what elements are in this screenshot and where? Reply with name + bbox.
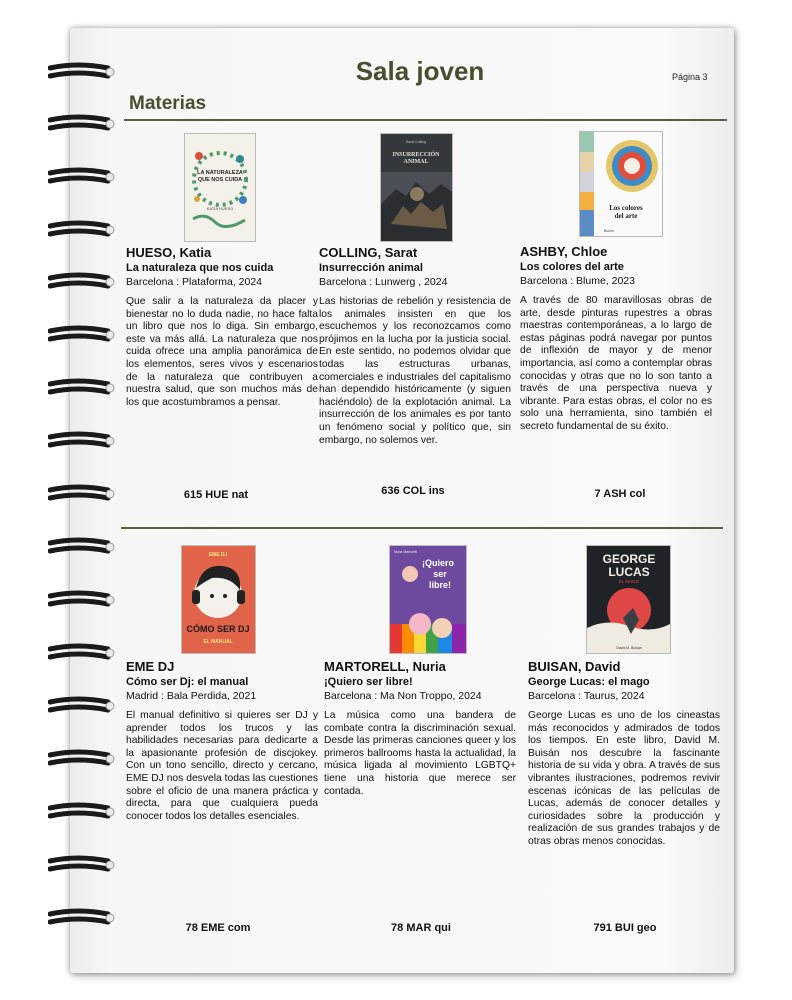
- svg-text:LUCAS: LUCAS: [608, 565, 650, 579]
- spiral-ring: [48, 853, 116, 877]
- spiral-ring: [48, 429, 116, 453]
- svg-text:INSURRECCIÓN: INSURRECCIÓN: [392, 152, 440, 158]
- spiral-ring: [48, 588, 116, 612]
- book-cover: [184, 133, 256, 242]
- book-cover: [181, 545, 256, 654]
- svg-text:ANIMAL: ANIMAL: [403, 159, 429, 165]
- spiral-ring: [48, 323, 116, 347]
- svg-text:QUE NOS CUIDA: QUE NOS CUIDA: [197, 177, 243, 183]
- book-cover: [579, 131, 663, 237]
- spiral-ring: [48, 641, 116, 665]
- svg-text:del arte: del arte: [614, 212, 638, 220]
- book-author: COLLING, Sarat: [319, 245, 418, 260]
- svg-text:Los colores: Los colores: [609, 204, 643, 212]
- spiral-ring: [48, 165, 116, 189]
- call-number: 7 ASH col: [594, 488, 646, 500]
- call-number: 78 MAR qui: [391, 922, 451, 934]
- book-author: HUESO, Katia: [126, 245, 212, 260]
- book-author: BUISAN, David: [528, 659, 621, 674]
- section-heading: Materias: [129, 93, 207, 114]
- spiral-ring: [48, 535, 116, 559]
- book-title: George Lucas: el mago: [528, 676, 650, 688]
- book-author: EME DJ: [126, 659, 175, 674]
- cover-title: LA NATURALEZA: [197, 170, 243, 176]
- book-entry: [520, 131, 710, 511]
- book-cover: [380, 133, 453, 242]
- book-title: Cómo ser Dj: el manual: [126, 676, 249, 688]
- book-publisher: Madrid : Bala Perdida, 2021: [126, 690, 257, 702]
- svg-text:EME DJ: EME DJ: [208, 552, 228, 558]
- book-author: ASHBY, Chloe: [520, 244, 608, 259]
- book-title: Los colores del arte: [520, 261, 624, 273]
- svg-text:EL MAGO: EL MAGO: [618, 579, 640, 584]
- spiral-ring: [48, 376, 116, 400]
- svg-text:David M. Buisán: David M. Buisán: [616, 646, 642, 650]
- book-cover: [586, 545, 671, 654]
- svg-text:EL MANUAL: EL MANUAL: [203, 639, 233, 645]
- svg-text:GEORGE: GEORGE: [602, 552, 656, 566]
- book-publisher: Barcelona : Taurus, 2024: [528, 690, 645, 702]
- call-number: 78 EME com: [185, 922, 251, 934]
- row-divider: [121, 527, 723, 529]
- svg-text:KATIA HUESO: KATIA HUESO: [206, 206, 234, 211]
- book-title: ¡Quiero ser libre!: [324, 676, 413, 688]
- svg-text:ser: ser: [433, 569, 447, 579]
- book-author: MARTORELL, Nuria: [324, 659, 446, 674]
- book-entry: [126, 133, 316, 513]
- book-description: Las historias de rebelión y resistencia de los animales insisten en que los escuchemos y los reconozcamos como prójimos en la lucha por la justicia social. En este sentido, no podemos olvidar que todas las estructuras urbanas, comerciales e industriales del capitalismo han dependido históricamente (y siguen haciéndolo) de la explotación animal. La insurrección de los animales es por tanto un fenómeno social y político que, sin embargo, no solemos ver.: [319, 296, 511, 446]
- book-description: George Lucas es uno de los cineastas más reconocidos y admirados de todos los tiempos. En este libro, David M. Buisán nos descubre la fascinante historia de su vida y obra. A través de sus vibrantes ilustraciones, podremos revivir escenas icónicas de las películas de Lucas, además de conocer detalles y curiosidades sobre la producción y realización de sus grandes trabajos y de otras obras menos conocidas.: [528, 710, 720, 847]
- book-publisher: Barcelona : Plataforma, 2024: [126, 276, 262, 288]
- spiral-ring: [48, 747, 116, 771]
- spiral-ring: [48, 482, 116, 506]
- book-entry: [528, 545, 718, 925]
- spiral-ring: [48, 218, 116, 242]
- book-entry: [126, 545, 316, 925]
- call-number: 636 COL ins: [381, 485, 445, 497]
- spiral-ring: [48, 694, 116, 718]
- book-publisher: Barcelona : Ma Non Troppo, 2024: [324, 690, 482, 702]
- book-description: Que salir a la naturaleza da placer y bienestar no lo duda nadie, no hace falta un libro que nos lo diga. Sin embargo, este va más allá. La naturaleza que nos cuida ofrece una amplia panorámica de los elementos, seres vivos y escenarios de la naturaleza que contribuyen a nuestra salud, que son muchos más de los que acostumbramos a pensar.: [126, 296, 318, 408]
- spiral-ring: [48, 800, 116, 824]
- book-cover: [389, 545, 467, 654]
- svg-text:¡Quiero: ¡Quiero: [421, 558, 455, 568]
- book-title: Insurrección animal: [319, 262, 423, 274]
- book-publisher: Barcelona : Blume, 2023: [520, 275, 635, 287]
- book-entry: [324, 545, 514, 925]
- book-description: La música como una bandera de combate contra la discriminación sexual. Desde las primeras canciones queer y los primeros ballrooms hasta la actualidad, la música ligada al movimiento LGBTQ+ tiene una historia que merece ser contada.: [324, 710, 516, 797]
- spiral-ring: [48, 270, 116, 294]
- call-number: 615 HUE nat: [183, 489, 249, 501]
- call-number: 791 BUI geo: [593, 922, 657, 934]
- section-divider: [124, 119, 727, 121]
- book-description: A través de 80 maravillosas obras de arte, desde pinturas rupestres a obras maestras contemporáneas, a lo largo de estas páginas podrá navegar por puntos de inflexión de mayor y de menor importancia, así como a contemplar obras conocidas y otras que no lo son tanto a través de una perspectiva nueva y vibrante. Para estas obras, el color no es solo una herramienta, sino también el secreto fundamental de su éxito.: [520, 295, 712, 432]
- spiral-ring: [48, 906, 116, 930]
- svg-text:libre!: libre!: [428, 580, 452, 590]
- book-description: El manual definitivo si quieres ser DJ y aprender todos los trucos y las habilidades necesarias para dedicarte a la apasionante profesión de discjokey. Con un tono sencillo, directo y cercano, EME DJ nos desvela todas las cuestiones sobre el oficio de una manera práctica y directa, para que cualquiera pueda conocer todos los detalles esenciales.: [126, 710, 318, 822]
- svg-text:Blume: Blume: [604, 229, 614, 233]
- spiral-ring: [48, 60, 116, 84]
- page-number: Página 3: [672, 72, 708, 82]
- svg-text:Nuria Martorell: Nuria Martorell: [394, 550, 417, 554]
- book-entry: [319, 133, 509, 513]
- book-publisher: Barcelona : Lunwerg , 2024: [319, 276, 448, 288]
- svg-text:Sarat Colling: Sarat Colling: [405, 140, 427, 144]
- page-title: Sala joven: [355, 56, 485, 86]
- book-title: La naturaleza que nos cuida: [126, 262, 274, 274]
- spiral-ring: [48, 112, 116, 136]
- svg-text:CÓMO SER DJ: CÓMO SER DJ: [186, 624, 250, 634]
